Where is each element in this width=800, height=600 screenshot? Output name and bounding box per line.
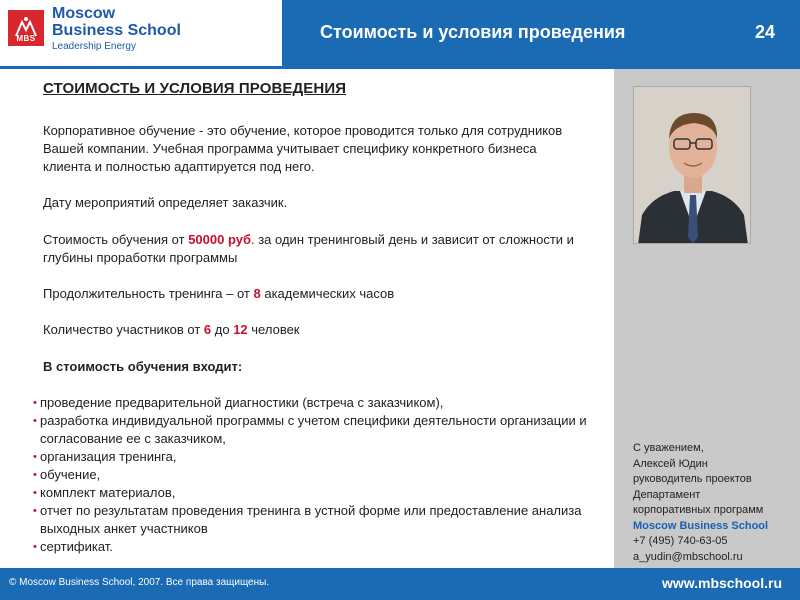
list-item: • разработка индивидуальной программы с учетом специфики деятельности организации и согласование ее с заказчиком,	[33, 412, 593, 448]
content-heading: СТОИМОСТЬ И УСЛОВИЯ ПРОВЕДЕНИЯ	[43, 80, 347, 97]
footer-website-link[interactable]: www.mbschool.ru	[661, 575, 782, 591]
logo-mark-icon	[8, 10, 44, 46]
duration-value: 8	[253, 286, 261, 301]
contact-email[interactable]: a_yudin@mbschool.ru	[633, 550, 743, 563]
contact-block	[633, 441, 768, 565]
contact-department-2: корпоративных программ	[633, 504, 764, 516]
participants-prefix: Количество участников от	[43, 322, 204, 337]
duration-prefix: Продолжительность тренинга – от	[43, 286, 254, 301]
contact-school: Moscow Business School	[633, 519, 769, 532]
page-number: 24	[754, 22, 775, 42]
footer-copyright: © Moscow Business School, 2007. Все права защищены.	[9, 577, 270, 588]
title-bar	[282, 0, 800, 66]
duration-suffix: академических часов	[260, 286, 395, 301]
list-item: • отчет по результатам проведения тренинга в устной форме или предоставление анализа выходных анкет участников	[33, 502, 593, 538]
contact-position: руководитель проектов	[633, 473, 752, 485]
participants-suffix: человек	[247, 322, 300, 337]
logo-line-1: Moscow	[52, 5, 116, 22]
logo-text	[52, 6, 181, 52]
footer	[0, 568, 800, 600]
cost-value: 50000 руб	[188, 232, 251, 247]
list-item: • комплект материалов,	[33, 484, 593, 502]
date-paragraph: Дату мероприятий определяет заказчик.	[43, 195, 288, 210]
list-item: • обучение,	[33, 466, 593, 484]
header	[0, 0, 800, 68]
contact-greeting: С уважением,	[633, 442, 704, 454]
logo-tagline: Leadership Energy	[52, 41, 136, 52]
cost-suffix: . за один тренинговый день и зависит от сложности и глубины проработки программы	[43, 232, 574, 265]
contact-panel	[614, 69, 800, 568]
cost-paragraph	[43, 231, 588, 267]
participants-paragraph	[43, 321, 588, 339]
contact-phone[interactable]: +7 (495) 740-63-05	[633, 535, 728, 547]
participants-mid: до	[211, 322, 234, 337]
contact-photo	[633, 86, 751, 244]
list-item: • сертификат.	[33, 538, 593, 556]
includes-heading: В стоимость обучения входит:	[43, 359, 243, 374]
includes-list	[33, 394, 593, 556]
contact-department: Департамент	[633, 488, 701, 501]
logo-mark-text: MBS	[16, 34, 36, 43]
participants-max: 12	[233, 322, 248, 337]
list-item: • организация тренинга,	[33, 448, 593, 466]
cost-prefix: Стоимость обучения от	[43, 232, 189, 247]
contact-name: Алексей Юдин	[633, 457, 708, 470]
list-item: • проведение предварительной диагностики (встреча с заказчиком),	[33, 394, 593, 412]
logo[interactable]	[0, 0, 282, 66]
duration-paragraph	[43, 285, 588, 303]
logo-line-2: Business School	[52, 22, 181, 39]
participants-min: 6	[203, 322, 212, 337]
intro-paragraph: Корпоративное обучение - это обучение, которое проводится только для сотрудников Вашей компании. Учебная программа учитывает специфику конкретного бизнеса клиента и полностью адаптируется под него.	[43, 123, 563, 174]
slide-title: Стоимость и условия проведения	[320, 22, 626, 42]
